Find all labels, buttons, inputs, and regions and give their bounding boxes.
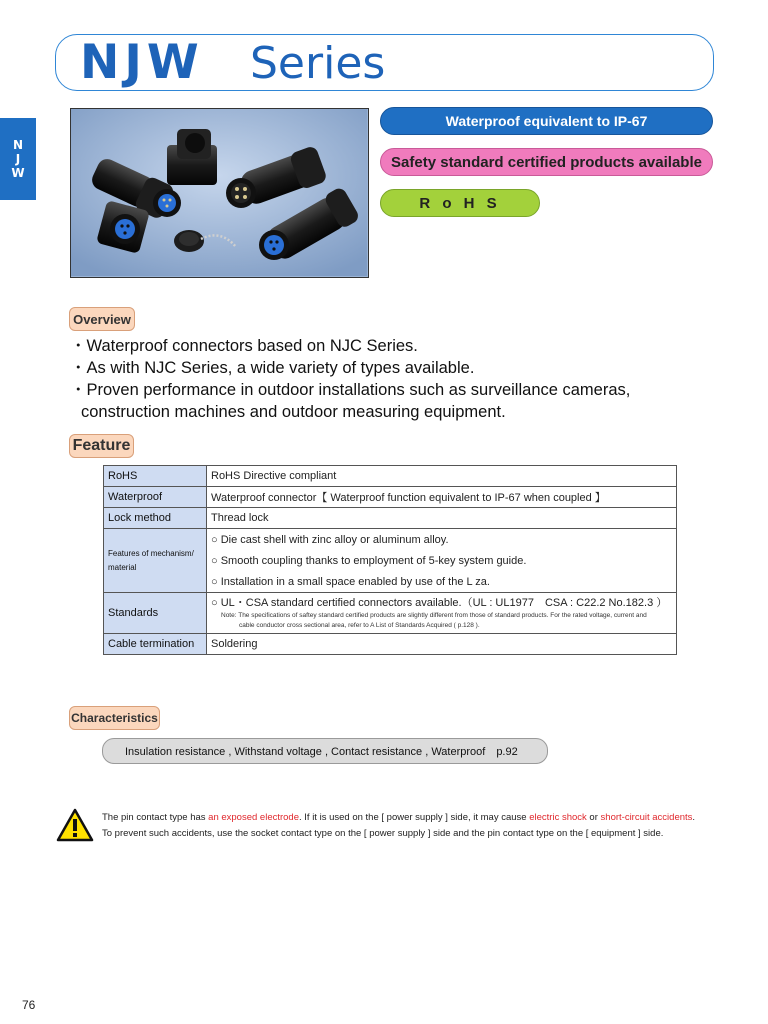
row-value: Thread lock bbox=[207, 508, 677, 529]
safety-standard-badge: Safety standard certified products available bbox=[380, 148, 713, 176]
row-key: Standards bbox=[104, 593, 207, 634]
table-row bbox=[104, 593, 677, 634]
overview-line: construction machines and outdoor measuring equipment. bbox=[81, 403, 506, 421]
warning-text-segment: . If it is used on the [ power supply ] side, it may cause bbox=[299, 812, 530, 823]
feature-heading: Feature bbox=[69, 434, 134, 458]
warning-text-segment: The pin contact type has bbox=[102, 812, 209, 823]
row-key: Lock method bbox=[104, 508, 207, 529]
overview-line: ・As with NJC Series, a wide variety of types available. bbox=[70, 359, 475, 377]
warning-text bbox=[102, 810, 722, 842]
row-key: Waterproof bbox=[104, 487, 207, 508]
row-value bbox=[207, 593, 677, 634]
overview-line: ・Proven performance in outdoor installations such as surveillance cameras, bbox=[70, 381, 631, 399]
mechanism-item: ○ Die cast shell with zinc alloy or aluminum alloy. bbox=[211, 533, 449, 546]
series-code: NJW bbox=[80, 35, 204, 90]
side-index-tab[interactable] bbox=[0, 118, 36, 200]
characteristics-link[interactable] bbox=[102, 738, 548, 764]
overview-heading: Overview bbox=[69, 307, 135, 331]
warning-highlight: an exposed electrode bbox=[208, 812, 299, 823]
standards-note bbox=[211, 611, 672, 631]
side-tab-letter: J bbox=[15, 152, 21, 166]
overview-list bbox=[70, 335, 710, 423]
standards-value: ○ UL・CSA standard certified connectors available.（UL : UL1977 CSA : C22.2 No.182.3 ） bbox=[211, 597, 668, 609]
warning-text-segment: . bbox=[692, 812, 696, 823]
standards-note-line: Note: The specifications of saftey standard certified products are slightly different from those of standard products. For the rated voltage, current and bbox=[221, 612, 647, 619]
warning-line: To prevent such accidents, use the socket contact type on the [ power supply ] side and the pin contact type on the [ equipment ] side. bbox=[102, 828, 664, 839]
characteristics-text: Insulation resistance , Withstand voltage , Contact resistance , Waterproof p.92 bbox=[125, 746, 518, 758]
table-row bbox=[104, 487, 677, 508]
characteristics-heading: Characteristics bbox=[69, 706, 160, 730]
side-tab-letter: W bbox=[11, 166, 25, 180]
connector-photo-illustration bbox=[71, 109, 367, 276]
table-row bbox=[104, 634, 677, 655]
row-key: Cable termination bbox=[104, 634, 207, 655]
rohs-badge: R o H S bbox=[380, 189, 540, 217]
warning-line bbox=[102, 810, 722, 826]
page-number: 76 bbox=[22, 998, 36, 1012]
row-value bbox=[207, 529, 677, 593]
warning-text-segment: or bbox=[586, 812, 601, 823]
row-value: Soldering bbox=[207, 634, 677, 655]
row-value: RoHS Directive compliant bbox=[207, 466, 677, 487]
product-photo bbox=[70, 108, 369, 278]
feature-table bbox=[103, 465, 677, 655]
mechanism-item: ○ Smooth coupling thanks to employment of 5-key system guide. bbox=[211, 554, 527, 567]
warning-highlight: short-circuit accidents bbox=[600, 812, 693, 823]
mechanism-item: ○ Installation in a small space enabled by use of the L za. bbox=[211, 575, 490, 588]
table-row bbox=[104, 508, 677, 529]
table-row bbox=[104, 529, 677, 593]
row-key: Features of mechanism/ material bbox=[104, 529, 207, 593]
table-row bbox=[104, 466, 677, 487]
side-tab-letter: N bbox=[12, 138, 24, 152]
row-key: RoHS bbox=[104, 466, 207, 487]
warning-triangle-icon bbox=[56, 808, 94, 842]
overview-line: ・Waterproof connectors based on NJC Series. bbox=[70, 337, 418, 355]
series-title: Series bbox=[250, 38, 386, 89]
row-value: Waterproof connector【 Waterproof function equivalent to IP-67 when coupled 】 bbox=[207, 487, 677, 508]
warning-highlight: electric shock bbox=[529, 812, 587, 823]
waterproof-badge: Waterproof equivalent to IP-67 bbox=[380, 107, 713, 135]
standards-note-line: cable conductor cross sectional area, refer to A List of Standards Acquired ( p.128 ). bbox=[239, 622, 480, 629]
